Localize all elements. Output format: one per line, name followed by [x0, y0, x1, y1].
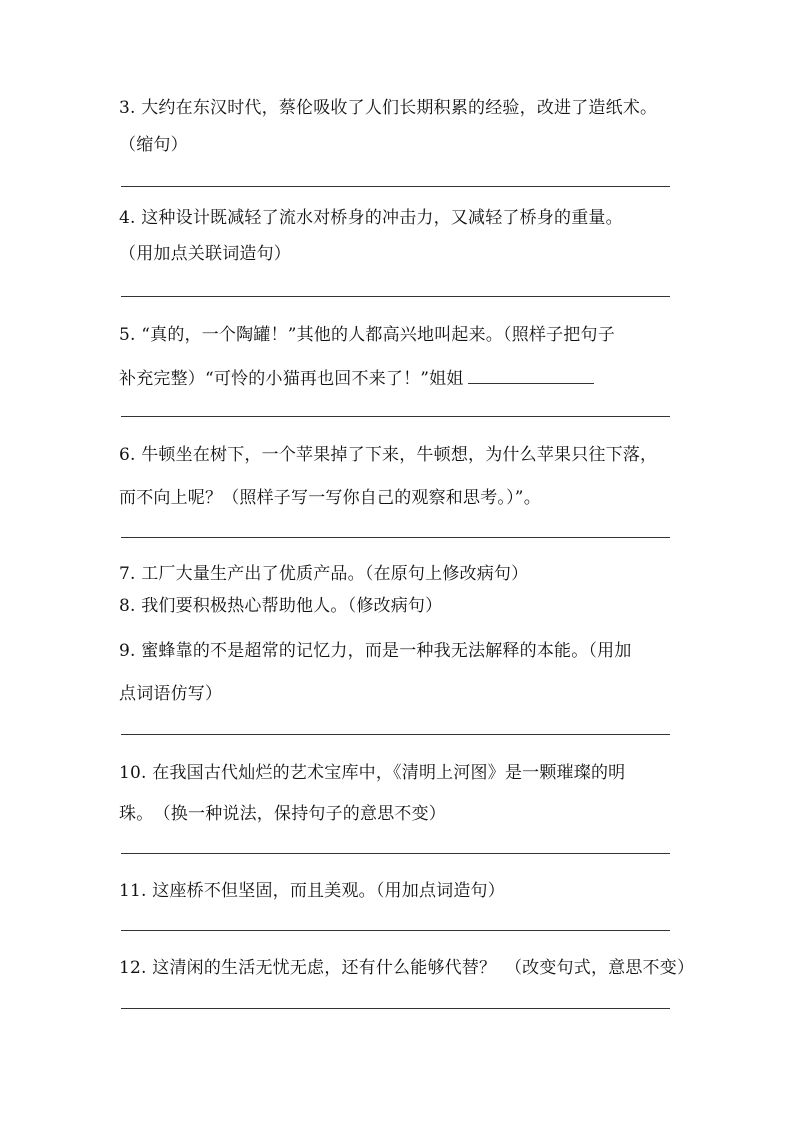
answer-line-3[interactable] — [121, 186, 670, 187]
question-9-line-1: 9. 蜜蜂靠的不是超常的记忆力，而是一种我无法解释的本能。（用加 — [119, 641, 632, 661]
question-12-line-1: 12. 这清闲的生活无忧无虑，还有什么能够代替？ （改变句式，意思不变） — [119, 958, 695, 978]
question-4-line-2: （用加点关联词造句） — [119, 244, 291, 264]
question-5-line-1: 5. “真的，一个陶罐！”其他的人都高兴地叫起来。（照样子把句子 — [119, 325, 615, 345]
question-10-line-1: 10. 在我国古代灿烂的艺术宝库中，《清明上河图》是一颗璀璨的明 — [119, 763, 626, 783]
question-3-line-2: （缩句） — [119, 135, 188, 155]
answer-line-4[interactable] — [121, 296, 670, 297]
question-5-line-2 — [119, 368, 594, 390]
answer-line-12[interactable] — [121, 1008, 670, 1009]
answer-line-9[interactable] — [121, 734, 670, 735]
question-7-line-1: 7. 工厂大量生产出了优质产品。（在原句上修改病句） — [119, 564, 529, 584]
question-4-line-1: 4. 这种设计既减轻了流水对桥身的冲击力，又减轻了桥身的重量。 — [119, 208, 623, 228]
answer-line-11[interactable] — [121, 930, 670, 931]
answer-line-10[interactable] — [121, 853, 670, 854]
question-6-line-2: 而不向上呢？（照样子写一写你自己的观察和思考。）”。 — [119, 488, 541, 508]
question-6-line-1: 6. 牛顿坐在树下，一个苹果掉了下来，牛顿想，为什么苹果只往下落， — [119, 445, 658, 465]
question-5-line-2-text: 补充完整）“可怜的小猫再也回不来了！”姐姐 — [119, 369, 464, 389]
question-11-line-1: 11. 这座桥不但坚固，而且美观。（用加点词造句） — [119, 881, 505, 901]
fill-in-blank-5[interactable] — [468, 368, 594, 384]
question-10-line-2: 珠。 （换一种说法，保持句子的意思不变） — [119, 804, 446, 824]
answer-line-5[interactable] — [121, 416, 670, 417]
question-3-line-1: 3. 大约在东汉时代，蔡伦吸收了人们长期积累的经验，改进了造纸术。 — [119, 98, 658, 118]
answer-line-6[interactable] — [121, 537, 670, 538]
question-8-line-1: 8. 我们要积极热心帮助他人。（修改病句） — [119, 596, 443, 616]
question-9-line-2: 点词语仿写） — [119, 684, 223, 704]
